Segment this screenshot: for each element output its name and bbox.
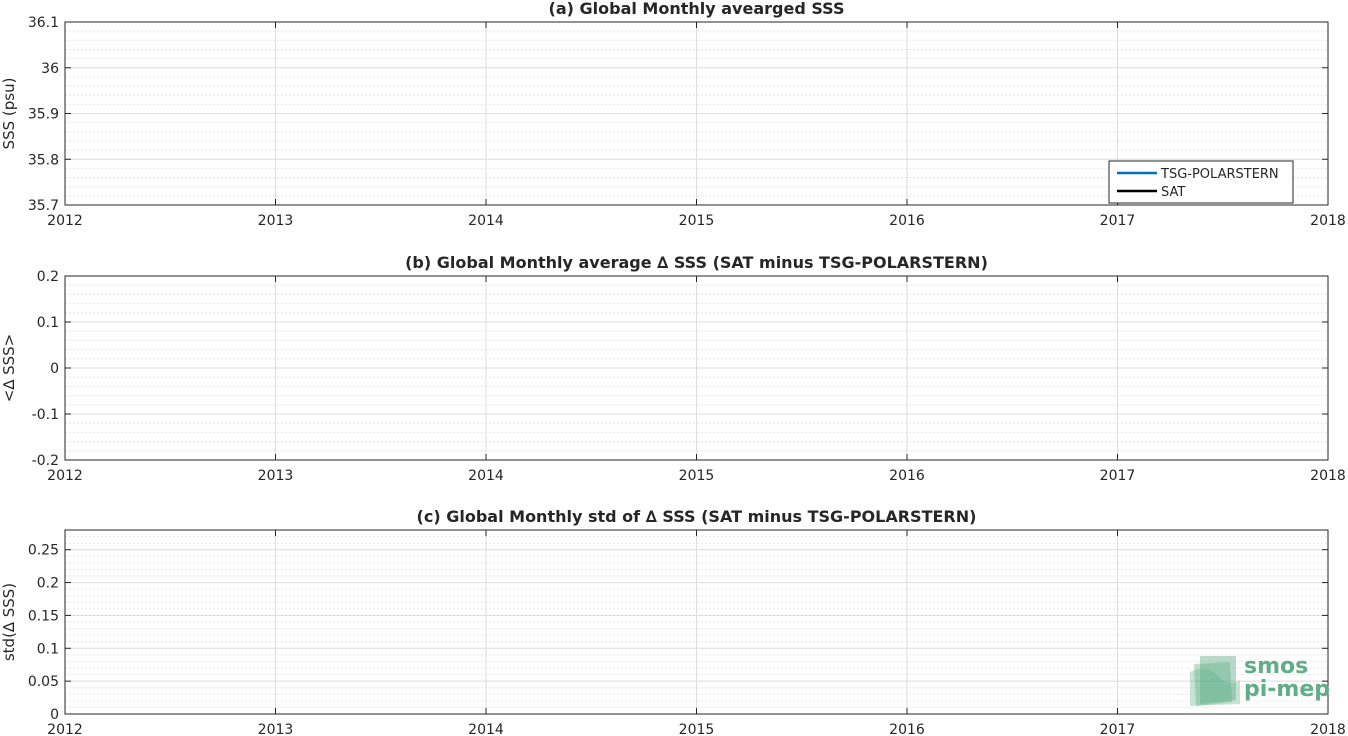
chart-title: (a) Global Monthly avearged SSS bbox=[548, 0, 845, 18]
chart-panel-2 bbox=[0, 507, 1346, 736]
y-tick-label: 0.1 bbox=[36, 315, 59, 331]
x-tick-label: 2017 bbox=[1099, 722, 1136, 736]
logo-line-2: pi-mep bbox=[1244, 677, 1331, 702]
y-tick-label: -0.2 bbox=[31, 453, 59, 469]
y-axis-label: <∆ SSS> bbox=[0, 333, 18, 403]
x-tick-label: 2013 bbox=[257, 213, 294, 229]
x-tick-label: 2012 bbox=[47, 213, 83, 229]
x-tick-label: 2012 bbox=[47, 468, 83, 484]
x-tick-label: 2017 bbox=[1099, 468, 1136, 484]
chart-panel-0 bbox=[0, 0, 1346, 229]
x-tick-label: 2015 bbox=[678, 213, 715, 229]
legend bbox=[1109, 161, 1293, 203]
x-tick-label: 2016 bbox=[889, 213, 925, 229]
x-tick-label: 2012 bbox=[47, 722, 83, 736]
y-tick-label: 0.2 bbox=[36, 575, 59, 592]
x-tick-label: 2015 bbox=[678, 468, 715, 484]
y-tick-label: 0 bbox=[50, 707, 59, 723]
x-tick-label: 2018 bbox=[1310, 213, 1346, 229]
y-tick-label: 0.1 bbox=[36, 641, 59, 658]
chart-title: (b) Global Monthly average ∆ SSS (SAT minus TSG-POLARSTERN) bbox=[405, 253, 988, 272]
logo-line-1: smos bbox=[1244, 654, 1309, 679]
y-tick-label: 36 bbox=[41, 60, 59, 77]
y-tick-label: 36.1 bbox=[27, 15, 59, 31]
x-tick-label: 2016 bbox=[889, 468, 925, 484]
x-tick-label: 2018 bbox=[1310, 722, 1346, 736]
y-tick-label: 0.15 bbox=[27, 608, 59, 625]
x-tick-label: 2018 bbox=[1310, 468, 1346, 484]
x-tick-label: 2014 bbox=[468, 722, 504, 736]
y-tick-label: 35.8 bbox=[27, 152, 59, 169]
y-axis-label: std(∆ SSS) bbox=[0, 582, 18, 662]
x-tick-label: 2016 bbox=[889, 722, 925, 736]
chart-title: (c) Global Monthly std of ∆ SSS (SAT minus TSG-POLARSTERN) bbox=[416, 507, 977, 526]
chart-panel-1 bbox=[0, 253, 1346, 484]
legend-label-1: SAT bbox=[1161, 185, 1186, 200]
y-tick-label: 0.25 bbox=[27, 542, 59, 559]
x-tick-label: 2013 bbox=[257, 722, 294, 736]
x-tick-label: 2015 bbox=[678, 722, 715, 736]
x-tick-label: 2013 bbox=[257, 468, 294, 484]
y-tick-label: 0 bbox=[50, 361, 59, 377]
x-tick-label: 2014 bbox=[468, 468, 504, 484]
y-tick-label: -0.1 bbox=[31, 407, 59, 423]
y-tick-label: 0.2 bbox=[36, 269, 59, 285]
x-tick-label: 2017 bbox=[1099, 213, 1136, 229]
y-tick-label: 0.05 bbox=[27, 674, 59, 691]
x-tick-label: 2014 bbox=[468, 213, 504, 229]
y-axis-label: SSS (psu) bbox=[0, 77, 18, 150]
y-tick-label: 35.9 bbox=[27, 106, 59, 123]
legend-label-0: TSG-POLARSTERN bbox=[1161, 167, 1279, 182]
y-tick-label: 35.7 bbox=[27, 198, 59, 214]
